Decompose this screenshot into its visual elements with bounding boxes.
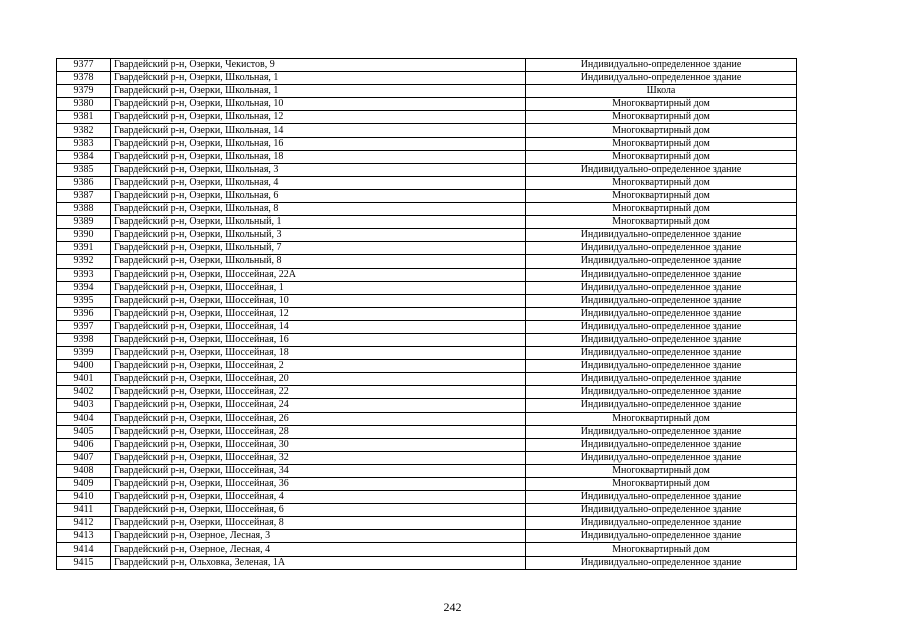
address-cell: Гвардейский р-н, Озерки, Школьная, 1 (111, 72, 526, 85)
address-cell: Гвардейский р-н, Озерки, Шоссейная, 12 (111, 307, 526, 320)
address-cell: Гвардейский р-н, Озерки, Шоссейная, 24 (111, 399, 526, 412)
row-number-cell: 9407 (57, 451, 111, 464)
address-cell: Гвардейский р-н, Озерки, Шоссейная, 2 (111, 360, 526, 373)
building-type-cell: Индивидуально-определенное здание (526, 59, 797, 72)
address-cell: Гвардейский р-н, Озерное, Лесная, 4 (111, 543, 526, 556)
building-type-cell: Индивидуально-определенное здание (526, 281, 797, 294)
row-number-cell: 9393 (57, 268, 111, 281)
address-cell: Гвардейский р-н, Озерное, Лесная, 3 (111, 530, 526, 543)
building-type-cell: Индивидуально-определенное здание (526, 360, 797, 373)
row-number-cell: 9395 (57, 294, 111, 307)
table-row (57, 464, 797, 477)
row-number-cell: 9382 (57, 124, 111, 137)
row-number-cell: 9380 (57, 98, 111, 111)
table-row (57, 124, 797, 137)
building-type-cell: Индивидуально-определенное здание (526, 451, 797, 464)
table-row (57, 189, 797, 202)
building-type-cell: Индивидуально-определенное здание (526, 307, 797, 320)
address-cell: Гвардейский р-н, Озерки, Школьная, 3 (111, 163, 526, 176)
row-number-cell: 9415 (57, 556, 111, 569)
address-cell: Гвардейский р-н, Озерки, Шоссейная, 22А (111, 268, 526, 281)
building-type-cell: Индивидуально-определенное здание (526, 320, 797, 333)
building-type-cell: Индивидуально-определенное здание (526, 530, 797, 543)
table-row (57, 294, 797, 307)
building-type-cell: Индивидуально-определенное здание (526, 347, 797, 360)
building-type-cell: Индивидуально-определенное здание (526, 438, 797, 451)
address-cell: Гвардейский р-н, Озерки, Шоссейная, 6 (111, 504, 526, 517)
building-type-cell: Индивидуально-определенное здание (526, 229, 797, 242)
table-row (57, 242, 797, 255)
building-type-cell: Индивидуально-определенное здание (526, 242, 797, 255)
table-row (57, 229, 797, 242)
row-number-cell: 9381 (57, 111, 111, 124)
table-row (57, 216, 797, 229)
address-cell: Гвардейский р-н, Озерки, Чекистов, 9 (111, 59, 526, 72)
row-number-cell: 9396 (57, 307, 111, 320)
address-cell: Гвардейский р-н, Озерки, Шоссейная, 4 (111, 491, 526, 504)
building-type-cell: Многоквартирный дом (526, 176, 797, 189)
row-number-cell: 9410 (57, 491, 111, 504)
building-type-cell: Многоквартирный дом (526, 98, 797, 111)
address-cell: Гвардейский р-н, Озерки, Школьная, 8 (111, 203, 526, 216)
building-type-cell: Индивидуально-определенное здание (526, 163, 797, 176)
address-cell: Гвардейский р-н, Озерки, Шоссейная, 14 (111, 320, 526, 333)
table-row (57, 111, 797, 124)
row-number-cell: 9383 (57, 137, 111, 150)
table-row (57, 150, 797, 163)
table-row (57, 386, 797, 399)
row-number-cell: 9413 (57, 530, 111, 543)
building-type-cell: Многоквартирный дом (526, 111, 797, 124)
address-table (56, 58, 797, 570)
building-type-cell: Индивидуально-определенное здание (526, 333, 797, 346)
table-row (57, 543, 797, 556)
table-row (57, 399, 797, 412)
address-cell: Гвардейский р-н, Озерки, Шоссейная, 1 (111, 281, 526, 294)
building-type-cell: Многоквартирный дом (526, 137, 797, 150)
building-type-cell: Многоквартирный дом (526, 216, 797, 229)
building-type-cell: Индивидуально-определенное здание (526, 255, 797, 268)
building-type-cell: Многоквартирный дом (526, 124, 797, 137)
address-cell: Гвардейский р-н, Озерки, Шоссейная, 20 (111, 373, 526, 386)
address-cell: Гвардейский р-н, Озерки, Шоссейная, 30 (111, 438, 526, 451)
table-row (57, 72, 797, 85)
row-number-cell: 9391 (57, 242, 111, 255)
row-number-cell: 9385 (57, 163, 111, 176)
table-row (57, 478, 797, 491)
table-row (57, 268, 797, 281)
table-row (57, 412, 797, 425)
row-number-cell: 9414 (57, 543, 111, 556)
table-row (57, 320, 797, 333)
building-type-cell: Многоквартирный дом (526, 543, 797, 556)
address-cell: Гвардейский р-н, Озерки, Шоссейная, 28 (111, 425, 526, 438)
address-cell: Гвардейский р-н, Озерки, Шоссейная, 8 (111, 517, 526, 530)
table-row (57, 176, 797, 189)
page-number: 242 (443, 600, 462, 614)
address-cell: Гвардейский р-н, Озерки, Шоссейная, 34 (111, 464, 526, 477)
address-cell: Гвардейский р-н, Озерки, Школьная, 6 (111, 189, 526, 202)
address-cell: Гвардейский р-н, Озерки, Шоссейная, 18 (111, 347, 526, 360)
address-cell: Гвардейский р-н, Озерки, Школьная, 16 (111, 137, 526, 150)
row-number-cell: 9392 (57, 255, 111, 268)
address-cell: Гвардейский р-н, Озерки, Шоссейная, 16 (111, 333, 526, 346)
address-cell: Гвардейский р-н, Озерки, Шоссейная, 26 (111, 412, 526, 425)
row-number-cell: 9409 (57, 478, 111, 491)
table-row (57, 98, 797, 111)
row-number-cell: 9403 (57, 399, 111, 412)
table-row (57, 373, 797, 386)
row-number-cell: 9400 (57, 360, 111, 373)
row-number-cell: 9378 (57, 72, 111, 85)
row-number-cell: 9387 (57, 189, 111, 202)
address-cell: Гвардейский р-н, Ольховка, Зеленая, 1А (111, 556, 526, 569)
table-row (57, 307, 797, 320)
row-number-cell: 9408 (57, 464, 111, 477)
row-number-cell: 9406 (57, 438, 111, 451)
row-number-cell: 9397 (57, 320, 111, 333)
building-type-cell: Индивидуально-определенное здание (526, 399, 797, 412)
table-row (57, 281, 797, 294)
table-row (57, 137, 797, 150)
table-row (57, 333, 797, 346)
building-type-cell: Индивидуально-определенное здание (526, 491, 797, 504)
address-cell: Гвардейский р-н, Озерки, Шоссейная, 22 (111, 386, 526, 399)
building-type-cell: Индивидуально-определенное здание (526, 72, 797, 85)
address-cell: Гвардейский р-н, Озерки, Школьная, 12 (111, 111, 526, 124)
table-row (57, 203, 797, 216)
address-cell: Гвардейский р-н, Озерки, Школьный, 7 (111, 242, 526, 255)
row-number-cell: 9411 (57, 504, 111, 517)
row-number-cell: 9405 (57, 425, 111, 438)
table-row (57, 255, 797, 268)
row-number-cell: 9399 (57, 347, 111, 360)
building-type-cell: Индивидуально-определенное здание (526, 373, 797, 386)
building-type-cell: Индивидуально-определенное здание (526, 556, 797, 569)
row-number-cell: 9389 (57, 216, 111, 229)
row-number-cell: 9412 (57, 517, 111, 530)
table-row (57, 438, 797, 451)
address-cell: Гвардейский р-н, Озерки, Шоссейная, 10 (111, 294, 526, 307)
building-type-cell: Многоквартирный дом (526, 464, 797, 477)
row-number-cell: 9384 (57, 150, 111, 163)
table-row (57, 530, 797, 543)
address-cell: Гвардейский р-н, Озерки, Школьный, 8 (111, 255, 526, 268)
table-row (57, 556, 797, 569)
address-cell: Гвардейский р-н, Озерки, Шоссейная, 32 (111, 451, 526, 464)
row-number-cell: 9401 (57, 373, 111, 386)
building-type-cell: Индивидуально-определенное здание (526, 386, 797, 399)
address-cell: Гвардейский р-н, Озерки, Школьная, 1 (111, 85, 526, 98)
building-type-cell: Индивидуально-определенное здание (526, 294, 797, 307)
address-cell: Гвардейский р-н, Озерки, Школьная, 10 (111, 98, 526, 111)
building-type-cell: Индивидуально-определенное здание (526, 517, 797, 530)
table-row (57, 360, 797, 373)
table-row (57, 504, 797, 517)
table-row (57, 163, 797, 176)
building-type-cell: Многоквартирный дом (526, 478, 797, 491)
building-type-cell: Многоквартирный дом (526, 412, 797, 425)
address-cell: Гвардейский р-н, Озерки, Школьная, 18 (111, 150, 526, 163)
address-cell: Гвардейский р-н, Озерки, Школьный, 1 (111, 216, 526, 229)
address-cell: Гвардейский р-н, Озерки, Школьный, 3 (111, 229, 526, 242)
table-row (57, 85, 797, 98)
table-row (57, 425, 797, 438)
building-type-cell: Индивидуально-определенное здание (526, 504, 797, 517)
row-number-cell: 9377 (57, 59, 111, 72)
building-type-cell: Многоквартирный дом (526, 203, 797, 216)
row-number-cell: 9404 (57, 412, 111, 425)
row-number-cell: 9390 (57, 229, 111, 242)
table-row (57, 451, 797, 464)
row-number-cell: 9398 (57, 333, 111, 346)
building-type-cell: Многоквартирный дом (526, 189, 797, 202)
row-number-cell: 9388 (57, 203, 111, 216)
building-type-cell: Индивидуально-определенное здание (526, 425, 797, 438)
row-number-cell: 9394 (57, 281, 111, 294)
table-row (57, 491, 797, 504)
building-type-cell: Индивидуально-определенное здание (526, 268, 797, 281)
address-cell: Гвардейский р-н, Озерки, Шоссейная, 36 (111, 478, 526, 491)
table-row (57, 517, 797, 530)
row-number-cell: 9379 (57, 85, 111, 98)
row-number-cell: 9402 (57, 386, 111, 399)
table-row (57, 347, 797, 360)
building-type-cell: Школа (526, 85, 797, 98)
row-number-cell: 9386 (57, 176, 111, 189)
address-cell: Гвардейский р-н, Озерки, Школьная, 4 (111, 176, 526, 189)
building-type-cell: Многоквартирный дом (526, 150, 797, 163)
table-body (57, 59, 797, 570)
address-cell: Гвардейский р-н, Озерки, Школьная, 14 (111, 124, 526, 137)
table-row (57, 59, 797, 72)
